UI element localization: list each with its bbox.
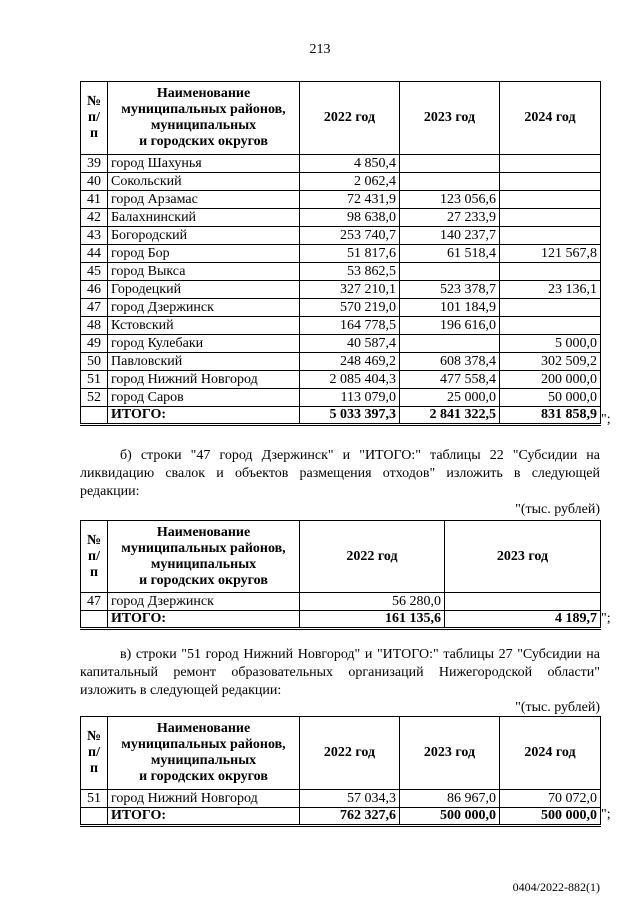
- paragraph-b-text: б) строки "47 город Дзержинск" и "ИТОГО:" таблицы 22 "Субсидии на ликвидацию свалок и объектов размещения отходов" изложить в следующей редакции:: [80, 448, 600, 499]
- row-name: город Саров: [108, 389, 300, 407]
- table-header-row: [81, 717, 601, 790]
- name-line: Наименование: [156, 524, 251, 540]
- total-v23: 4 189,7: [445, 611, 601, 629]
- subsidy-table-27: [80, 716, 601, 827]
- row-number: 41: [81, 191, 108, 209]
- col-header-2023: 2023 год: [400, 717, 500, 790]
- row-name: Павловский: [108, 353, 300, 371]
- value-v22: 53 862,5: [300, 263, 400, 281]
- value-v24: [500, 317, 601, 335]
- row-name: город Выкса: [108, 263, 300, 281]
- total-row: [81, 808, 601, 826]
- col-header-name: [108, 521, 300, 593]
- table1-tail: ";: [601, 412, 611, 427]
- page-number: 213: [309, 42, 331, 57]
- value-v24: [500, 209, 601, 227]
- total-row: [81, 407, 601, 425]
- unit-label-c: "(тыс. рублей): [515, 700, 600, 715]
- value-v24: [500, 173, 601, 191]
- row-name: город Нижний Новгород: [108, 371, 300, 389]
- value-v24: 302 509,2: [500, 353, 601, 371]
- row-number: 51: [81, 790, 108, 808]
- value-v23: 140 237,7: [400, 227, 500, 245]
- col-header-num: [81, 82, 108, 155]
- row-number: 42: [81, 209, 108, 227]
- value-v22: 98 638,0: [300, 209, 400, 227]
- value-v22: 253 740,7: [300, 227, 400, 245]
- col-header-name: [108, 717, 300, 790]
- total-v22: 762 327,6: [300, 808, 400, 826]
- row-name: город Нижний Новгород: [108, 790, 300, 808]
- paragraph-c: [80, 646, 600, 700]
- table-row: [81, 191, 601, 209]
- total-label: ИТОГО:: [108, 611, 300, 629]
- col-header-2022: 2022 год: [300, 717, 400, 790]
- table-header-row: [81, 82, 601, 155]
- value-v22: 51 817,6: [300, 245, 400, 263]
- row-name: Балахнинский: [108, 209, 300, 227]
- value-v23: 123 056,6: [400, 191, 500, 209]
- value-v23: 608 378,4: [400, 353, 500, 371]
- col-header-2022: 2022 год: [300, 82, 400, 155]
- row-name: город Бор: [108, 245, 300, 263]
- total-empty-cell: [81, 611, 108, 629]
- name-line: муниципальных: [150, 556, 257, 572]
- row-name: Кстовский: [108, 317, 300, 335]
- value-v22: 113 079,0: [300, 389, 400, 407]
- row-name: Сокольский: [108, 173, 300, 191]
- row-number: 52: [81, 389, 108, 407]
- row-name: город Шахунья: [108, 155, 300, 173]
- table-row: [81, 335, 601, 353]
- col-header-2024: 2024 год: [500, 82, 601, 155]
- value-v24: [500, 155, 601, 173]
- value-v22: 40 587,4: [300, 335, 400, 353]
- row-name: Городецкий: [108, 281, 300, 299]
- name-line: муниципальных районов,: [121, 540, 286, 556]
- value-v24: [500, 263, 601, 281]
- total-label: ИТОГО:: [108, 808, 300, 826]
- table-row: [81, 155, 601, 173]
- value-v24: [500, 191, 601, 209]
- col-header-2023: 2023 год: [445, 521, 601, 593]
- row-name: город Дзержинск: [108, 299, 300, 317]
- value-v22: 248 469,2: [300, 353, 400, 371]
- value-v22: 2 085 404,3: [300, 371, 400, 389]
- subsidy-table-1: [80, 81, 601, 426]
- subsidy-table-22: [80, 520, 601, 630]
- value-v24: 23 136,1: [500, 281, 601, 299]
- table-row: [81, 790, 601, 808]
- value-v24: 50 000,0: [500, 389, 601, 407]
- row-number: 47: [81, 593, 108, 611]
- value-v23: 25 000,0: [400, 389, 500, 407]
- name-line: муниципальных: [150, 118, 257, 133]
- name-line: Наименование: [156, 86, 251, 101]
- table-header-row: [81, 521, 601, 593]
- value-v24: 70 072,0: [500, 790, 601, 808]
- value-v23: 61 518,4: [400, 245, 500, 263]
- table-row: [81, 281, 601, 299]
- row-number: 49: [81, 335, 108, 353]
- value-v23: 86 967,0: [400, 790, 500, 808]
- value-v22: 56 280,0: [300, 593, 445, 611]
- value-v23: [445, 593, 601, 611]
- table-row: [81, 245, 601, 263]
- row-number: 40: [81, 173, 108, 191]
- row-number: 45: [81, 263, 108, 281]
- total-v22: 161 135,6: [300, 611, 445, 629]
- value-v23: [400, 173, 500, 191]
- col-header-2022: 2022 год: [300, 521, 445, 593]
- row-number: 47: [81, 299, 108, 317]
- col-header-num: [81, 717, 108, 790]
- total-v22: 5 033 397,3: [300, 407, 400, 425]
- name-line: и городских округов: [139, 572, 268, 588]
- value-v24: [500, 299, 601, 317]
- value-v23: [400, 263, 500, 281]
- name-line: Наименование: [156, 721, 251, 736]
- col-header-2024: 2024 год: [500, 717, 601, 790]
- table3-tail: ";: [601, 807, 611, 822]
- value-v24: 5 000,0: [500, 335, 601, 353]
- num-label: № п/п: [86, 729, 102, 776]
- total-row: [81, 611, 601, 629]
- row-number: 46: [81, 281, 108, 299]
- table-row: [81, 371, 601, 389]
- col-header-name: [108, 82, 300, 155]
- table-row: [81, 353, 601, 371]
- document-code: 0404/2022-882(1): [512, 880, 600, 894]
- row-name: город Кулебаки: [108, 335, 300, 353]
- total-v24: 831 858,9: [500, 407, 601, 425]
- num-label: № п/п: [86, 94, 102, 141]
- table-row: [81, 593, 601, 611]
- value-v22: 57 034,3: [300, 790, 400, 808]
- row-number: 48: [81, 317, 108, 335]
- value-v23: 477 558,4: [400, 371, 500, 389]
- value-v22: 327 210,1: [300, 281, 400, 299]
- value-v23: 196 616,0: [400, 317, 500, 335]
- value-v23: 27 233,9: [400, 209, 500, 227]
- value-v23: 523 378,7: [400, 281, 500, 299]
- row-number: 43: [81, 227, 108, 245]
- name-line: и городских округов: [139, 134, 268, 149]
- total-v23: 2 841 322,5: [400, 407, 500, 425]
- name-line: и городских округов: [139, 769, 268, 784]
- name-line: муниципальных: [150, 753, 257, 768]
- name-line: муниципальных районов,: [121, 737, 286, 752]
- row-number: 50: [81, 353, 108, 371]
- row-number: 39: [81, 155, 108, 173]
- table-row: [81, 263, 601, 281]
- total-empty-cell: [81, 407, 108, 425]
- table-row: [81, 227, 601, 245]
- value-v22: 72 431,9: [300, 191, 400, 209]
- unit-label-b: "(тыс. рублей): [515, 502, 600, 517]
- table-row: [81, 389, 601, 407]
- row-name: город Арзамас: [108, 191, 300, 209]
- value-v24: 121 567,8: [500, 245, 601, 263]
- table-row: [81, 173, 601, 191]
- value-v22: 570 219,0: [300, 299, 400, 317]
- table2-tail: ";: [601, 611, 611, 626]
- value-v22: 164 778,5: [300, 317, 400, 335]
- total-label: ИТОГО:: [108, 407, 300, 425]
- num-label: № п/п: [86, 532, 102, 580]
- row-number: 44: [81, 245, 108, 263]
- total-empty-cell: [81, 808, 108, 826]
- row-number: 51: [81, 371, 108, 389]
- total-v23: 500 000,0: [400, 808, 500, 826]
- row-name: город Дзержинск: [108, 593, 300, 611]
- name-line: муниципальных районов,: [121, 102, 286, 117]
- col-header-2023: 2023 год: [400, 82, 500, 155]
- value-v22: 2 062,4: [300, 173, 400, 191]
- value-v23: [400, 155, 500, 173]
- value-v23: 101 184,9: [400, 299, 500, 317]
- col-header-num: [81, 521, 108, 593]
- value-v23: [400, 335, 500, 353]
- table-row: [81, 209, 601, 227]
- value-v22: 4 850,4: [300, 155, 400, 173]
- paragraph-c-text: в) строки "51 город Нижний Новгород" и "ИТОГО:" таблицы 27 "Субсидии на капитальный ремонт образовательных организаций Нижегородской области" изложить в следующей редакции:: [80, 647, 600, 698]
- table-row: [81, 317, 601, 335]
- row-name: Богородский: [108, 227, 300, 245]
- value-v24: [500, 227, 601, 245]
- total-v24: 500 000,0: [500, 808, 601, 826]
- value-v24: 200 000,0: [500, 371, 601, 389]
- table-row: [81, 299, 601, 317]
- paragraph-b: [80, 447, 600, 501]
